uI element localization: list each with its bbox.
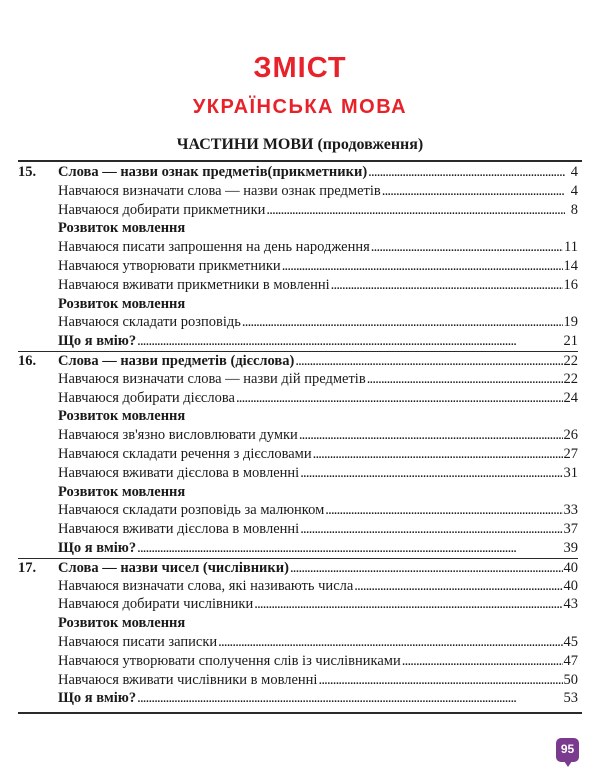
toc-label: Розвиток мовлення	[58, 408, 186, 425]
toc-label: Розвиток мовлення	[58, 220, 186, 237]
toc-page-number: 11	[564, 239, 578, 256]
toc-label: Що я вмію?	[58, 690, 137, 707]
toc-label: Що я вмію?	[58, 539, 137, 556]
dot-leader	[318, 671, 562, 690]
toc-label: Навчаюся складати розповідь	[58, 314, 241, 331]
toc-page-number: 21	[563, 333, 578, 350]
toc-label: Навчаюся вживати дієслова в мовленні	[58, 464, 300, 481]
toc-label: Навчаюся вживати прикметники в мовленні	[58, 276, 330, 293]
dot-leader	[242, 313, 563, 332]
toc-label: Навчаюся визначати слова — назви дій предметів	[58, 370, 366, 387]
toc-entry[interactable]	[18, 201, 578, 220]
toc-entry[interactable]	[18, 652, 578, 671]
toc-label: Навчаюся вживати дієслова в мовленні	[58, 521, 300, 538]
toc-entry[interactable]	[18, 370, 578, 389]
toc-page-number: 33	[563, 502, 578, 519]
toc-label: Навчаюся складати розповідь за малюнком	[58, 502, 325, 519]
dot-leader	[402, 652, 563, 671]
toc-chapter[interactable]	[18, 163, 578, 182]
toc-label: Розвиток мовлення	[58, 295, 186, 312]
toc-page-number: 22	[563, 352, 578, 369]
dot-leader	[313, 445, 563, 464]
dot-leader	[254, 595, 562, 614]
dot-leader	[295, 352, 562, 371]
toc-entry[interactable]	[18, 257, 578, 276]
toc-label: Слова — назви чисел (числівники)	[58, 559, 289, 576]
toc-chapter[interactable]	[18, 558, 578, 577]
toc-subheading[interactable]	[18, 219, 578, 238]
toc-label: Навчаюся визначати слова, які називають числа	[58, 577, 354, 594]
dot-leader	[368, 163, 565, 182]
dot-leader	[354, 577, 562, 596]
toc-page-number: 22	[563, 370, 578, 387]
toc-entry[interactable]	[18, 520, 578, 539]
dot-leader	[266, 201, 565, 220]
toc-entry[interactable]	[18, 501, 578, 520]
dot-leader	[236, 389, 563, 408]
toc-entry[interactable]	[18, 633, 578, 652]
toc-label: Навчаюся добирати дієслова	[58, 389, 235, 406]
top-rule	[18, 160, 582, 162]
dot-leader	[137, 332, 562, 351]
toc-page-number: 40	[563, 577, 578, 594]
dot-leader	[137, 539, 562, 558]
toc-page-number: 53	[563, 690, 578, 707]
dot-leader	[325, 501, 562, 520]
toc-entry[interactable]	[18, 595, 578, 614]
toc-entry[interactable]	[18, 426, 578, 445]
toc-entry[interactable]	[18, 389, 578, 408]
toc-page-number: 26	[563, 427, 578, 444]
chapter-number: 17.	[18, 559, 37, 576]
table-of-contents	[18, 163, 578, 708]
toc-check-item[interactable]	[18, 689, 578, 708]
toc-page-number: 47	[563, 652, 578, 669]
toc-label: Навчаюся писати записки	[58, 633, 218, 650]
toc-label: Розвиток мовлення	[58, 483, 186, 500]
toc-entry[interactable]	[18, 238, 578, 257]
toc-page-number: 39	[563, 539, 578, 556]
toc-check-item[interactable]	[18, 332, 578, 351]
toc-check-item[interactable]	[18, 539, 578, 558]
bottom-rule	[18, 712, 582, 714]
toc-label: Навчаюся визначати слова — назви ознак предметів	[58, 182, 381, 199]
toc-label: Розвиток мовлення	[58, 615, 186, 632]
toc-label: Навчаюся писати запрошення на день народження	[58, 239, 370, 256]
toc-page-number: 45	[563, 633, 578, 650]
chapter-number: 16.	[18, 352, 37, 369]
toc-label: Навчаюся добирати числівники	[58, 596, 254, 613]
dot-leader	[371, 238, 563, 257]
dot-leader	[382, 182, 565, 201]
toc-subheading[interactable]	[18, 407, 578, 426]
dot-leader	[282, 257, 563, 276]
toc-entry[interactable]	[18, 464, 578, 483]
toc-page-number: 8	[570, 201, 578, 218]
dot-leader	[300, 520, 562, 539]
toc-entry[interactable]	[18, 445, 578, 464]
toc-label: Навчаюся зв'язно висловлювати думки	[58, 427, 298, 444]
toc-page-number: 16	[563, 276, 578, 293]
toc-label: Навчаюся утворювати сполучення слів із числівниками	[58, 652, 401, 669]
toc-page-number: 19	[563, 314, 578, 331]
toc-label: Слова — назви ознак предметів(прикметники)	[58, 164, 368, 180]
contents-title: ЗМІСТ	[253, 52, 347, 84]
toc-label: Навчаюся добирати прикметники	[58, 201, 266, 218]
toc-page-number: 40	[563, 559, 578, 576]
toc-page-number: 14	[563, 257, 578, 274]
toc-page-number: 31	[563, 464, 578, 481]
dot-leader	[137, 689, 562, 708]
toc-entry[interactable]	[18, 276, 578, 295]
toc-entry[interactable]	[18, 671, 578, 690]
toc-entry[interactable]	[18, 182, 578, 201]
toc-label: Навчаюся складати речення з дієсловами	[58, 445, 312, 462]
toc-page-number: 4	[570, 164, 578, 180]
toc-label: Слова — назви предметів (дієслова)	[58, 352, 295, 369]
toc-chapter[interactable]	[18, 351, 578, 370]
toc-entry[interactable]	[18, 577, 578, 596]
toc-page-number: 27	[563, 445, 578, 462]
toc-page-number: 24	[563, 389, 578, 406]
subject-title: УКРАЇНСЬКА МОВА	[192, 96, 408, 118]
toc-subheading[interactable]	[18, 483, 578, 502]
chapter-number: 15.	[18, 164, 37, 180]
toc-subheading[interactable]	[18, 295, 578, 314]
page-number-badge: 95	[556, 738, 579, 762]
toc-label: Навчаюся утворювати прикметники	[58, 257, 281, 274]
dot-leader	[290, 559, 563, 578]
toc-page-number: 37	[563, 521, 578, 538]
dot-leader	[299, 426, 563, 445]
toc-page-number: 43	[563, 596, 578, 613]
toc-subheading[interactable]	[18, 614, 578, 633]
toc-entry[interactable]	[18, 313, 578, 332]
toc-page-number: 50	[563, 671, 578, 688]
toc-page-number: 4	[570, 182, 578, 199]
dot-leader	[331, 276, 563, 295]
section-heading: ЧАСТИНИ МОВИ (продовження)	[176, 136, 424, 153]
dot-leader	[367, 370, 563, 389]
dot-leader	[300, 464, 562, 483]
dot-leader	[218, 633, 562, 652]
toc-label: Що я вмію?	[58, 333, 137, 350]
toc-label: Навчаюся вживати числівники в мовленні	[58, 671, 318, 688]
